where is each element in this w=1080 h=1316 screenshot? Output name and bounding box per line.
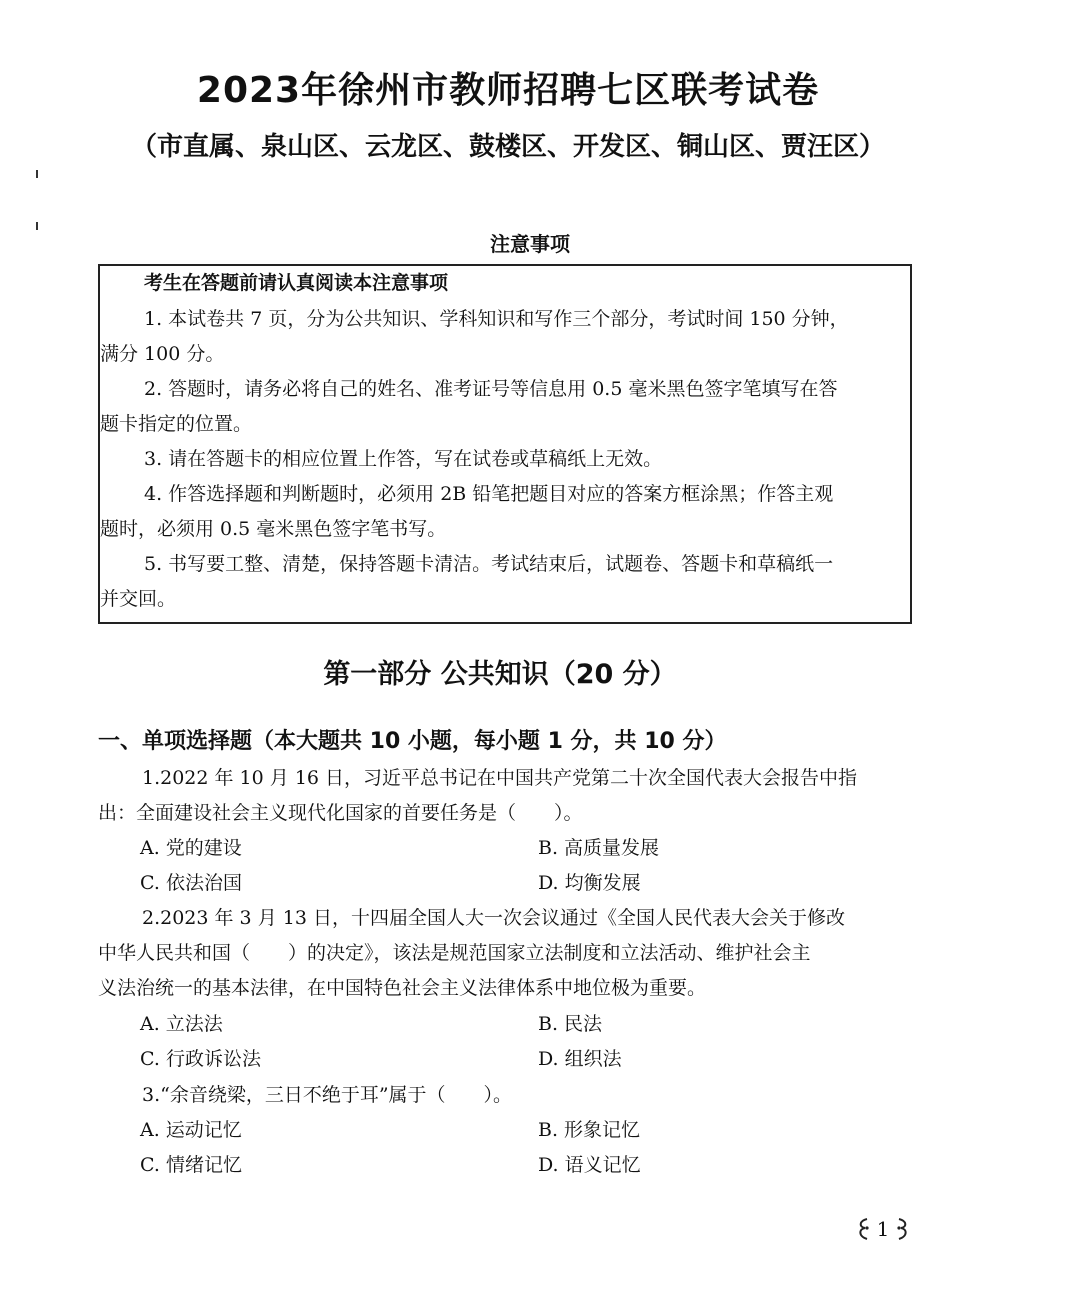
question-3-option-b: B. 形象记忆 <box>538 1119 641 1141</box>
notice-item-1-line-1: 1. 本试卷共 7 页，分为公共知识、学科知识和写作三个部分，考试时间 150 分钟， <box>144 308 849 330</box>
question-1-option-c: C. 依法治国 <box>140 872 242 894</box>
part-title: 第一部分 公共知识（20 分） <box>323 659 677 690</box>
notice-item-5-line-1: 5. 书写要工整、清楚，保持答题卡清洁。考试结束后，试题卷、答题卡和草稿纸一 <box>144 553 834 575</box>
notice-intro: 考生在答题前请认真阅读本注意事项 <box>144 272 449 294</box>
section-title: 一、单项选择题（本大题共 10 小题，每小题 1 分，共 10 分） <box>98 729 727 754</box>
notice-item-2-line-2: 题卡指定的位置。 <box>100 413 253 435</box>
notice-item-4-line-2: 题时，必须用 0.5 毫米黑色签字笔书写。 <box>100 518 447 540</box>
notice-heading: 注意事项 <box>490 232 570 256</box>
left-ornament-icon <box>855 1216 871 1242</box>
page-number-text: 1 <box>876 1217 890 1241</box>
question-2-option-d: D. 组织法 <box>538 1048 622 1070</box>
question-2-line-3: 义法治统一的基本法律，在中国特色社会主义法律体系中地位极为重要。 <box>98 977 707 999</box>
notice-item-5-line-2: 并交回。 <box>100 588 177 610</box>
question-2-option-a: A. 立法法 <box>140 1013 223 1035</box>
notice-item-3-line-1: 3. 请在答题卡的相应位置上作答，写在试卷或草稿纸上无效。 <box>144 448 663 470</box>
right-ornament-icon <box>895 1216 911 1242</box>
notice-item-2-line-1: 2. 答题时，请务必将自己的姓名、准考证号等信息用 0.5 毫米黑色签字笔填写在答 <box>144 378 838 400</box>
question-3-option-d: D. 语义记忆 <box>538 1154 641 1176</box>
question-2-option-c: C. 行政诉讼法 <box>140 1048 261 1070</box>
notice-item-1-line-2: 满分 100 分。 <box>100 343 225 365</box>
notice-box <box>98 264 912 624</box>
exam-title: 2023年徐州市教师招聘七区联考试卷 <box>196 70 820 111</box>
question-2-line-1: 2.2023 年 3 月 13 日，十四届全国人大一次会议通过《全国人民代表大会关于修改 <box>142 907 845 929</box>
question-1-option-b: B. 高质量发展 <box>538 837 660 859</box>
question-2-line-2: 中华人民共和国（ ）的决定》，该法是规范国家立法制度和立法活动、维护社会主 <box>98 942 811 964</box>
notice-item-4-line-1: 4. 作答选择题和判断题时，必须用 2B 铅笔把题目对应的答案方框涂黑；作答主观 <box>144 483 834 505</box>
question-3-line-1: 3.“余音绕梁，三日不绝于耳”属于（ ）。 <box>142 1084 513 1106</box>
question-1-option-d: D. 均衡发展 <box>538 872 641 894</box>
question-3-option-a: A. 运动记忆 <box>140 1119 242 1141</box>
exam-subtitle: （市直属、泉山区、云龙区、鼓楼区、开发区、铜山区、贾汪区） <box>130 132 885 162</box>
question-1-option-a: A. 党的建设 <box>140 837 242 859</box>
question-1-line-1: 1.2022 年 10 月 16 日，习近平总书记在中国共产党第二十次全国代表大会报告中指 <box>142 767 858 789</box>
question-1-line-2: 出：全面建设社会主义现代化国家的首要任务是（ ）。 <box>98 802 583 824</box>
scan-margin-mark <box>36 170 38 178</box>
page-number <box>848 1212 918 1246</box>
question-2-option-b: B. 民法 <box>538 1013 603 1035</box>
question-3-option-c: C. 情绪记忆 <box>140 1154 242 1176</box>
